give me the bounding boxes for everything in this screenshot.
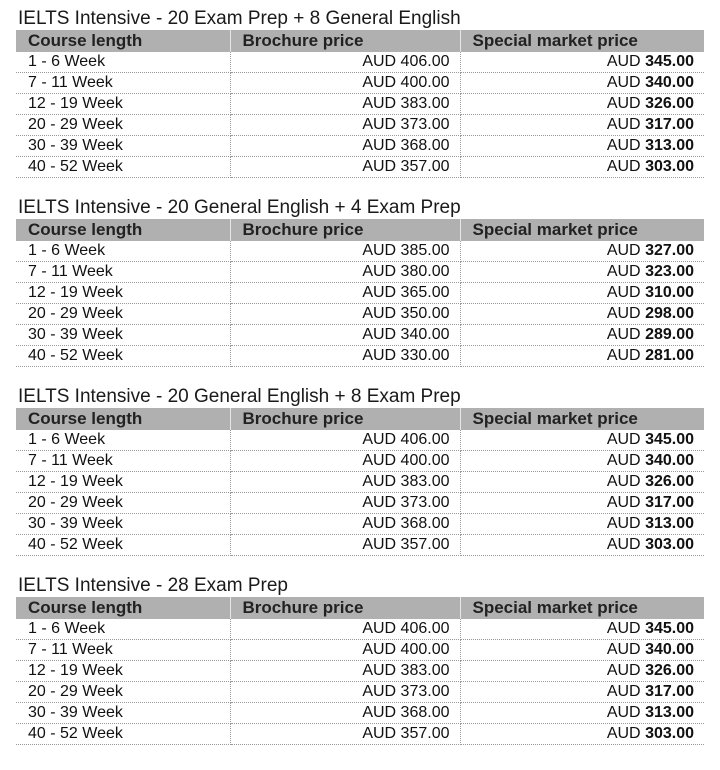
table-row <box>16 346 704 367</box>
special-price-value: 317.00 <box>645 116 694 133</box>
price-section <box>16 8 704 178</box>
course-length-cell: 7 - 11 Week <box>16 262 230 283</box>
header-special-price: Special market price <box>460 597 704 619</box>
currency-label: AUD <box>606 536 641 553</box>
course-length-cell: 20 - 29 Week <box>16 493 230 514</box>
table-row <box>16 682 704 703</box>
table-header-row <box>16 30 704 52</box>
special-price-cell <box>460 115 704 136</box>
brochure-price-cell: AUD 400.00 <box>230 451 460 472</box>
course-length-cell: 30 - 39 Week <box>16 325 230 346</box>
header-course-length: Course length <box>16 597 230 619</box>
header-brochure-price: Brochure price <box>230 408 460 430</box>
currency-label: AUD <box>606 284 641 301</box>
special-price-cell <box>460 304 704 325</box>
currency-label: AUD <box>606 263 641 280</box>
course-length-cell: 12 - 19 Week <box>16 283 230 304</box>
special-price-cell <box>460 619 704 640</box>
special-price-cell <box>460 136 704 157</box>
special-price-cell <box>460 640 704 661</box>
course-length-cell: 20 - 29 Week <box>16 115 230 136</box>
table-row <box>16 493 704 514</box>
special-price-value: 326.00 <box>645 473 694 490</box>
table-row <box>16 304 704 325</box>
course-length-cell: 30 - 39 Week <box>16 514 230 535</box>
brochure-price-cell: AUD 406.00 <box>230 52 460 73</box>
brochure-price-cell: AUD 368.00 <box>230 514 460 535</box>
course-length-cell: 7 - 11 Week <box>16 73 230 94</box>
course-length-cell: 30 - 39 Week <box>16 136 230 157</box>
special-price-cell <box>460 283 704 304</box>
table-row <box>16 640 704 661</box>
brochure-price-cell: AUD 357.00 <box>230 157 460 178</box>
header-brochure-price: Brochure price <box>230 597 460 619</box>
table-row <box>16 157 704 178</box>
brochure-price-cell: AUD 383.00 <box>230 472 460 493</box>
special-price-cell <box>460 514 704 535</box>
special-price-cell <box>460 241 704 262</box>
price-section <box>16 575 704 745</box>
brochure-price-cell: AUD 383.00 <box>230 94 460 115</box>
table-row <box>16 73 704 94</box>
special-price-value: 281.00 <box>645 347 694 364</box>
special-price-value: 326.00 <box>645 662 694 679</box>
table-row <box>16 262 704 283</box>
special-price-value: 298.00 <box>645 305 694 322</box>
currency-label: AUD <box>606 137 641 154</box>
special-price-cell <box>460 703 704 724</box>
special-price-value: 340.00 <box>645 74 694 91</box>
course-length-cell: 20 - 29 Week <box>16 682 230 703</box>
course-length-cell: 12 - 19 Week <box>16 661 230 682</box>
course-length-cell: 7 - 11 Week <box>16 640 230 661</box>
brochure-price-cell: AUD 365.00 <box>230 283 460 304</box>
currency-label: AUD <box>606 116 641 133</box>
header-course-length: Course length <box>16 30 230 52</box>
brochure-price-cell: AUD 400.00 <box>230 640 460 661</box>
brochure-price-cell: AUD 368.00 <box>230 703 460 724</box>
brochure-price-cell: AUD 373.00 <box>230 682 460 703</box>
special-price-cell <box>460 52 704 73</box>
special-price-cell <box>460 346 704 367</box>
currency-label: AUD <box>606 431 641 448</box>
header-special-price: Special market price <box>460 408 704 430</box>
brochure-price-cell: AUD 357.00 <box>230 724 460 745</box>
section-title: IELTS Intensive - 20 General English + 4 Exam Prep <box>18 197 461 218</box>
special-price-cell <box>460 94 704 115</box>
table-header-row <box>16 408 704 430</box>
currency-label: AUD <box>606 347 641 364</box>
table-header-row <box>16 597 704 619</box>
special-price-cell <box>460 493 704 514</box>
course-length-cell: 1 - 6 Week <box>16 52 230 73</box>
currency-label: AUD <box>606 704 641 721</box>
special-price-value: 313.00 <box>645 704 694 721</box>
currency-label: AUD <box>606 641 641 658</box>
currency-label: AUD <box>606 620 641 637</box>
special-price-value: 310.00 <box>645 284 694 301</box>
course-length-cell: 1 - 6 Week <box>16 241 230 262</box>
special-price-cell <box>460 157 704 178</box>
special-price-value: 317.00 <box>645 494 694 511</box>
header-special-price: Special market price <box>460 30 704 52</box>
brochure-price-cell: AUD 373.00 <box>230 493 460 514</box>
brochure-price-cell: AUD 357.00 <box>230 535 460 556</box>
table-row <box>16 115 704 136</box>
course-length-cell: 12 - 19 Week <box>16 94 230 115</box>
currency-label: AUD <box>606 452 641 469</box>
table-row <box>16 136 704 157</box>
brochure-price-cell: AUD 383.00 <box>230 661 460 682</box>
currency-label: AUD <box>606 515 641 532</box>
course-length-cell: 20 - 29 Week <box>16 304 230 325</box>
header-course-length: Course length <box>16 219 230 241</box>
table-row <box>16 241 704 262</box>
course-length-cell: 40 - 52 Week <box>16 724 230 745</box>
brochure-price-cell: AUD 340.00 <box>230 325 460 346</box>
special-price-value: 345.00 <box>645 620 694 637</box>
special-price-cell <box>460 262 704 283</box>
table-row <box>16 514 704 535</box>
course-length-cell: 40 - 52 Week <box>16 157 230 178</box>
course-length-cell: 40 - 52 Week <box>16 346 230 367</box>
special-price-cell <box>460 325 704 346</box>
currency-label: AUD <box>606 158 641 175</box>
currency-label: AUD <box>606 662 641 679</box>
header-brochure-price: Brochure price <box>230 219 460 241</box>
special-price-value: 327.00 <box>645 242 694 259</box>
table-row <box>16 94 704 115</box>
currency-label: AUD <box>606 305 641 322</box>
currency-label: AUD <box>606 326 641 343</box>
header-brochure-price: Brochure price <box>230 30 460 52</box>
special-price-cell <box>460 535 704 556</box>
special-price-value: 303.00 <box>645 725 694 742</box>
table-header-row <box>16 219 704 241</box>
table-row <box>16 661 704 682</box>
currency-label: AUD <box>606 683 641 700</box>
table-row <box>16 535 704 556</box>
special-price-value: 345.00 <box>645 53 694 70</box>
currency-label: AUD <box>606 473 641 490</box>
brochure-price-cell: AUD 385.00 <box>230 241 460 262</box>
special-price-value: 340.00 <box>645 452 694 469</box>
price-table <box>16 408 704 556</box>
table-row <box>16 283 704 304</box>
special-price-cell <box>460 73 704 94</box>
header-course-length: Course length <box>16 408 230 430</box>
table-row <box>16 325 704 346</box>
section-title: IELTS Intensive - 28 Exam Prep <box>18 575 288 596</box>
price-table <box>16 219 704 367</box>
special-price-cell <box>460 430 704 451</box>
currency-label: AUD <box>606 74 641 91</box>
course-length-cell: 12 - 19 Week <box>16 472 230 493</box>
brochure-price-cell: AUD 406.00 <box>230 619 460 640</box>
header-special-price: Special market price <box>460 219 704 241</box>
brochure-price-cell: AUD 400.00 <box>230 73 460 94</box>
special-price-cell <box>460 724 704 745</box>
special-price-value: 313.00 <box>645 515 694 532</box>
table-row <box>16 619 704 640</box>
special-price-cell <box>460 682 704 703</box>
table-row <box>16 703 704 724</box>
course-length-cell: 7 - 11 Week <box>16 451 230 472</box>
section-title: IELTS Intensive - 20 General English + 8 Exam Prep <box>18 386 461 407</box>
table-row <box>16 52 704 73</box>
price-section <box>16 386 704 556</box>
price-table <box>16 30 704 178</box>
special-price-value: 303.00 <box>645 536 694 553</box>
special-price-value: 289.00 <box>645 326 694 343</box>
special-price-value: 326.00 <box>645 95 694 112</box>
brochure-price-cell: AUD 330.00 <box>230 346 460 367</box>
special-price-value: 323.00 <box>645 263 694 280</box>
price-table <box>16 597 704 745</box>
brochure-price-cell: AUD 380.00 <box>230 262 460 283</box>
price-section <box>16 197 704 367</box>
currency-label: AUD <box>606 494 641 511</box>
section-title: IELTS Intensive - 20 Exam Prep + 8 General English <box>18 8 461 29</box>
course-length-cell: 1 - 6 Week <box>16 619 230 640</box>
special-price-cell <box>460 451 704 472</box>
special-price-value: 345.00 <box>645 431 694 448</box>
table-row <box>16 430 704 451</box>
currency-label: AUD <box>606 53 641 70</box>
course-length-cell: 40 - 52 Week <box>16 535 230 556</box>
currency-label: AUD <box>606 242 641 259</box>
brochure-price-cell: AUD 368.00 <box>230 136 460 157</box>
currency-label: AUD <box>606 95 641 112</box>
brochure-price-cell: AUD 406.00 <box>230 430 460 451</box>
special-price-value: 317.00 <box>645 683 694 700</box>
course-length-cell: 1 - 6 Week <box>16 430 230 451</box>
brochure-price-cell: AUD 373.00 <box>230 115 460 136</box>
special-price-value: 313.00 <box>645 137 694 154</box>
special-price-cell <box>460 472 704 493</box>
currency-label: AUD <box>606 725 641 742</box>
special-price-value: 303.00 <box>645 158 694 175</box>
table-row <box>16 472 704 493</box>
special-price-cell <box>460 661 704 682</box>
brochure-price-cell: AUD 350.00 <box>230 304 460 325</box>
special-price-value: 340.00 <box>645 641 694 658</box>
table-row <box>16 724 704 745</box>
course-length-cell: 30 - 39 Week <box>16 703 230 724</box>
table-row <box>16 451 704 472</box>
